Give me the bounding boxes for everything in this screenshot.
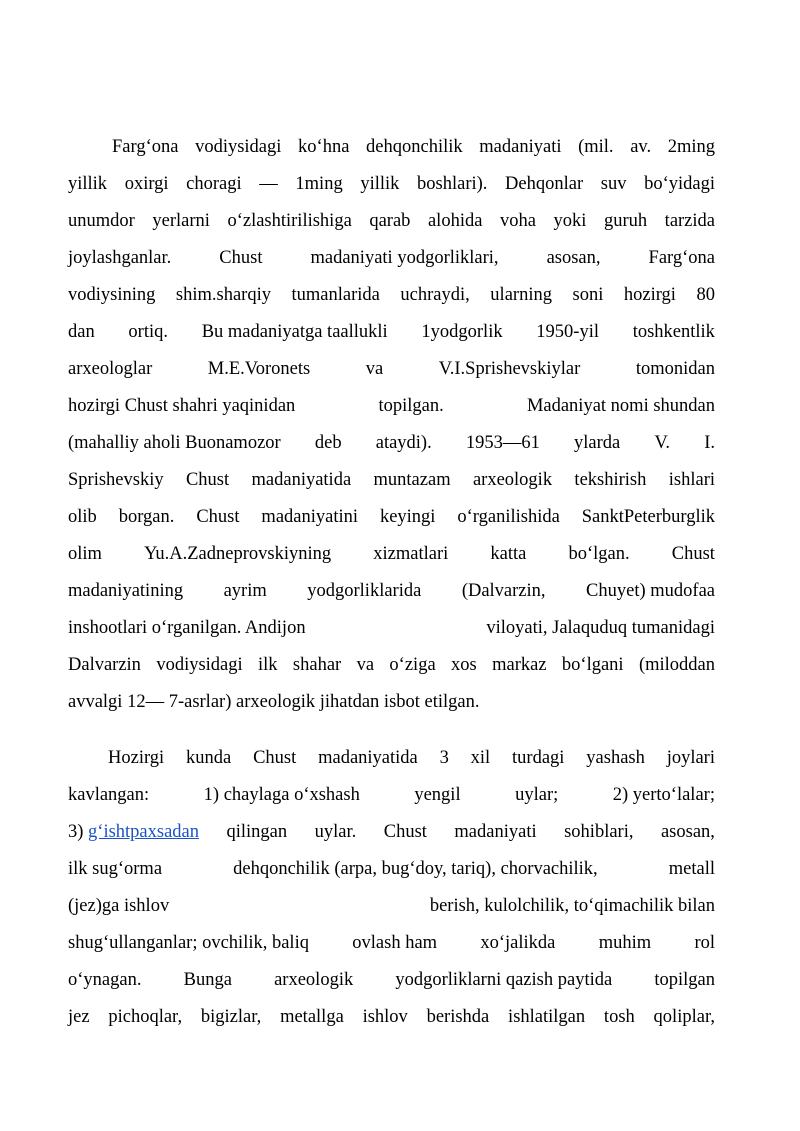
text-segment: Bunga	[183, 970, 232, 990]
text-segment: ayrim	[223, 581, 267, 601]
text-segment: hozirgi Chust shahri yaqinidan	[68, 396, 296, 416]
text-segment: 1950-yil	[536, 322, 599, 342]
text-line	[68, 820, 715, 844]
text-segment: deb	[314, 433, 342, 453]
text-segment: ortiq.	[128, 322, 168, 342]
text-segment: madaniyatining	[68, 581, 184, 601]
text-segment: Dalvarzin vodiysidagi ilk shahar va o‘ziga xos markaz bo‘lgani (miloddan	[68, 655, 715, 675]
text-segment: I.	[704, 433, 715, 453]
text-segment: asosan,	[660, 822, 715, 842]
text-segment: Hozirgi kunda Chust madaniyatida 3 xil turdagi yashash joylari	[108, 748, 715, 768]
text-segment: muhim	[598, 933, 652, 953]
text-segment: ylarda	[574, 433, 621, 453]
text-line	[68, 357, 715, 381]
text-segment: katta	[490, 544, 527, 564]
text-segment: Chust	[671, 544, 715, 564]
text-line	[68, 394, 715, 418]
text-segment: arxeologik	[274, 970, 354, 990]
text-segment: Chust	[219, 248, 263, 268]
text-segment: 2) yerto‘lalar;	[612, 785, 715, 805]
text-segment: o‘ynagan.	[68, 970, 142, 990]
text-line	[68, 894, 715, 918]
text-segment: V.	[654, 433, 671, 453]
text-line	[68, 1005, 715, 1029]
text-segment: madaniyati	[454, 822, 537, 842]
text-segment: asosan,	[546, 248, 601, 268]
text-line	[68, 172, 715, 196]
text-line	[68, 783, 715, 807]
text-segment: arxeologlar	[68, 359, 153, 379]
text-segment: topilgan	[654, 970, 715, 990]
text-segment: topilgan.	[378, 396, 444, 416]
line-start	[68, 820, 199, 844]
text-segment: xizmatlari	[373, 544, 449, 564]
text-segment: ataydi).	[375, 433, 432, 453]
text-segment: kavlangan:	[68, 785, 150, 805]
glossary-link[interactable]: g‘ishtpaxsadan	[88, 822, 200, 842]
text-segment: madaniyati yodgorliklari,	[310, 248, 499, 268]
text-segment: yengil	[414, 785, 461, 805]
text-segment: qilingan	[226, 822, 288, 842]
text-segment: shug‘ullanganlar; ovchilik, baliq	[68, 933, 309, 953]
text-line	[68, 690, 715, 714]
text-segment: Madaniyat nomi shundan	[526, 396, 715, 416]
text-segment: yillik oxirgi choragi — 1ming yillik boshlari). Dehqonlar suv bo‘yidagi	[68, 174, 715, 194]
text-segment: rol	[694, 933, 715, 953]
text-segment: dan	[68, 322, 95, 342]
text-line	[68, 468, 715, 492]
text-segment: olib borgan. Chust madaniyatini keyingi o‘rganilishida SanktPeterburglik	[68, 507, 715, 527]
text-line	[68, 857, 715, 881]
text-line	[68, 653, 715, 677]
text-segment: vodiysining shim.sharqiy tumanlarida uchraydi, ularning soni hozirgi 80	[68, 285, 715, 305]
text-segment: xo‘jalikda	[480, 933, 556, 953]
text-line	[68, 579, 715, 603]
text-segment: 1) chaylaga o‘xshash	[203, 785, 360, 805]
text-segment: ilk sug‘orma	[68, 859, 163, 879]
text-segment: viloyati, Jalaquduq tumanidagi	[486, 618, 715, 638]
text-segment: toshkentlik	[632, 322, 715, 342]
text-segment: inshootlari o‘rganilgan. Andijon	[68, 618, 306, 638]
text-segment: Farg‘ona vodiysidagi ko‘hna dehqonchilik madaniyati (mil. av. 2ming	[112, 137, 715, 157]
text-segment: metall	[668, 859, 715, 879]
text-segment: (Dalvarzin,	[461, 581, 546, 601]
text-segment: 1yodgorlik	[421, 322, 503, 342]
text-segment: Chust	[383, 822, 427, 842]
text-segment: uylar.	[314, 822, 357, 842]
text-segment: (mahalliy aholi Buonamozor	[68, 433, 281, 453]
text-line	[112, 135, 715, 159]
text-line	[68, 431, 715, 455]
text-line	[68, 246, 715, 270]
text-segment: Sprishevskiy Chust madaniyatida muntazam arxeologik tekshirish ishlari	[68, 470, 715, 490]
text-line	[68, 283, 715, 307]
text-segment: V.I.Sprishevskiylar	[438, 359, 581, 379]
text-segment: tomonidan	[635, 359, 715, 379]
text-line	[68, 320, 715, 344]
text-segment: yodgorliklarni qazish paytida	[395, 970, 613, 990]
text-segment: M.E.Voronets	[207, 359, 311, 379]
text-segment: ovlash ham	[352, 933, 438, 953]
text-segment: Yu.A.Zadneprovskiyning	[144, 544, 332, 564]
text-segment: uylar;	[515, 785, 559, 805]
text-segment: joylashganlar.	[68, 248, 172, 268]
text-line	[68, 209, 715, 233]
text-line	[68, 931, 715, 955]
text-segment: berish, kulolchilik, to‘qimachilik bilan	[429, 896, 715, 916]
text-segment: jez pichoqlar, bigizlar, metallga ishlov berishda ishlatilgan tosh qoliplar,	[68, 1007, 715, 1027]
text-segment: olim	[68, 544, 102, 564]
text-line	[68, 505, 715, 529]
text-segment: Farg‘ona	[648, 248, 715, 268]
text-segment: dehqonchilik (arpa, bug‘doy, tariq), chorvachilik,	[233, 859, 598, 879]
text-segment: va	[365, 359, 384, 379]
text-segment: unumdor yerlarni o‘zlashtirilishiga qarab alohida voha yoki guruh tarzida	[68, 211, 715, 231]
text-segment: Bu madaniyatga taallukli	[201, 322, 388, 342]
text-segment: yodgorliklarida	[307, 581, 422, 601]
text-segment: avvalgi 12— 7-asrlar) arxeologik jihatdan isbot etilgan.	[68, 692, 480, 712]
text-segment: Chuyet) mudofaa	[586, 581, 715, 601]
text-line	[68, 542, 715, 566]
text-segment: bo‘lgan.	[568, 544, 630, 564]
text-line	[68, 616, 715, 640]
text-segment: 1953—61	[465, 433, 540, 453]
text-line	[68, 968, 715, 992]
text-segment: (jez)ga ishlov	[68, 896, 170, 916]
text-segment: 3)	[68, 822, 84, 842]
text-line	[108, 746, 715, 770]
text-segment: sohiblari,	[564, 822, 634, 842]
